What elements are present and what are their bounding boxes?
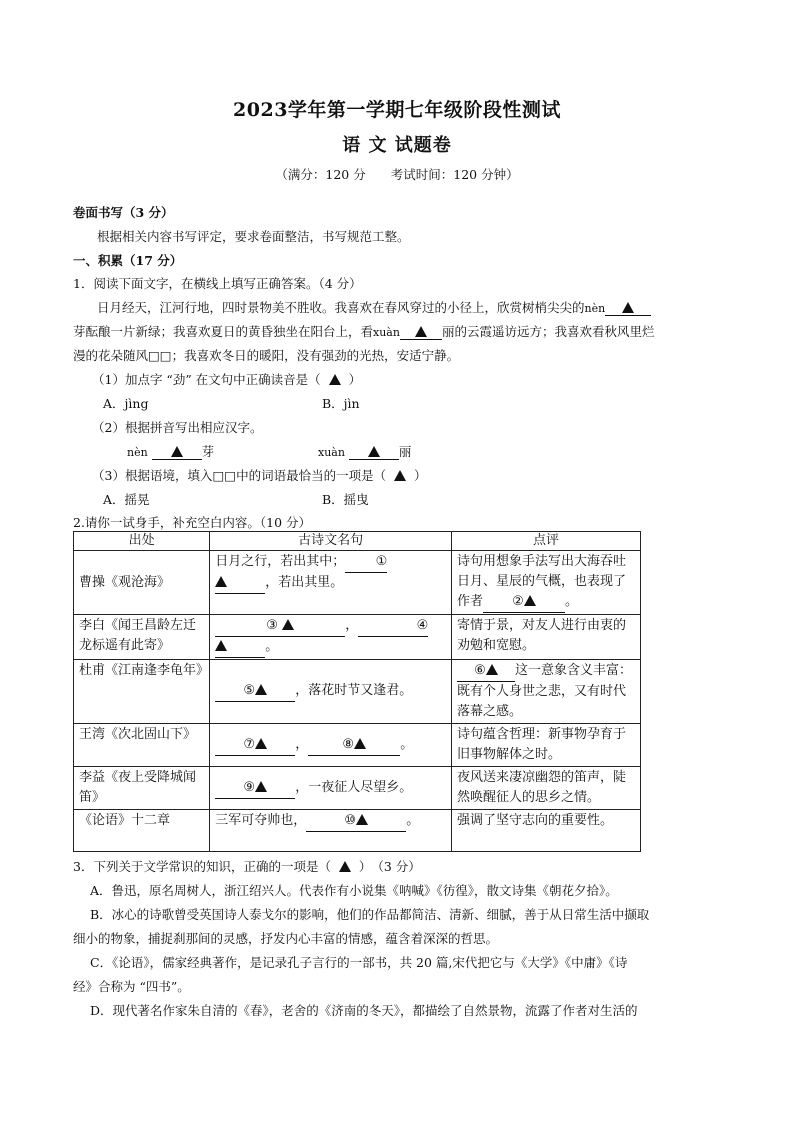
answer-blank-5[interactable] (215, 681, 295, 702)
blank-number: ⑧ (342, 736, 355, 752)
triangle-icon (368, 446, 380, 457)
row-poem (210, 660, 452, 724)
q1-sub1-option-b[interactable]: B．jìn (322, 396, 360, 411)
answer-blank-7[interactable] (215, 735, 295, 756)
section1-heading: 一、积累（17 分） (73, 253, 183, 268)
poem-punct: 。 (400, 736, 414, 752)
answer-blank[interactable] (349, 444, 399, 460)
q1-sub2-item2 (318, 442, 411, 460)
pinyin-xuan: xuàn (318, 446, 345, 459)
triangle-icon (215, 576, 227, 587)
row-comment: 夜风送来凄凉幽怨的笛声，陡然唤醒征人的思乡之情。 (451, 767, 640, 810)
pinyin-nen: nèn (584, 302, 606, 315)
q3-option-b-cont: 细小的物象，捕捉刹那间的灵感，抒发内心丰富的情感，蕴含着深深的哲思。 (73, 931, 499, 946)
poem-punct: ， (295, 736, 309, 752)
answer-blank[interactable] (400, 324, 442, 340)
q3-option-d[interactable]: D．现代著名作家朱自清的《春》，老舍的《济南的冬天》，都描绘了自然景物，流露了作者对生活的 (90, 1003, 638, 1018)
table-row (74, 767, 641, 810)
row-comment: 强调了坚守志向的重要性。 (451, 810, 640, 852)
triangle-icon (524, 595, 536, 606)
row-poem (210, 551, 452, 615)
triangle-icon (394, 470, 406, 481)
char-ya: 芽 (201, 444, 215, 459)
row-comment (451, 551, 640, 615)
q2-stem: 2.请你一试身手，补充空白内容。（10 分） (73, 515, 312, 530)
q1-passage-text: 丽的云霞遥访远方；我喜欢看秋风里烂 (441, 324, 655, 339)
q1-sub3-option-a[interactable]: A．摇晃 (103, 492, 150, 507)
q1-sub2-item1 (127, 442, 214, 460)
row-comment (451, 660, 640, 724)
q1-passage-line3: 漫的花朵随风□□；我喜欢冬日的暖阳，没有强劲的光热，安适宁静。 (73, 348, 460, 363)
exam-meta: （满分：120 分 考试时间：120 分钟） (275, 167, 519, 182)
row-poem (210, 810, 452, 852)
exam-title: 2023学年第一学期七年级阶段性测试 (233, 99, 561, 121)
handwriting-body: 根据相关内容书写评定，要求卷面整洁，书写规范工整。 (97, 229, 410, 244)
q1-sub1-option-a[interactable]: A．jìng (103, 396, 149, 411)
poem-table (73, 531, 641, 852)
char-li: 丽 (398, 444, 412, 459)
poem-punct: 。 (265, 639, 279, 654)
header-poem: 古诗文名句 (210, 532, 452, 551)
q1-sub2-label: （2）根据拼音写出相应汉字。 (92, 420, 263, 435)
answer-blank-1[interactable] (345, 552, 387, 573)
answer-blank-2[interactable] (483, 592, 565, 613)
blank-number: ⑥ (474, 663, 486, 678)
q3-stem-text: 3．下列关于文学常识的知识，正确的一项是（ (73, 859, 331, 874)
table-row (74, 551, 641, 615)
triangle-icon (354, 738, 366, 749)
row-poem (210, 724, 452, 767)
triangle-icon (622, 302, 634, 313)
pinyin-xuan: xuàn (373, 326, 400, 339)
triangle-icon (339, 861, 351, 872)
poem-text: ，落花时节又逢君。 (295, 683, 413, 698)
blank-number: ② (512, 594, 524, 609)
blank-number: ⑩ (344, 813, 357, 828)
comment-text: 诗句用想象手法写出大海吞吐日月、星辰的气概，也表现了作者 (456, 554, 626, 609)
table-row (74, 660, 641, 724)
triangle-icon (255, 738, 267, 749)
row-source: 李白《闻王昌龄左迁龙标遥有此寄》 (74, 615, 210, 660)
poem-text: 日月之行，若出其中； (215, 554, 346, 569)
triangle-icon (329, 374, 341, 385)
answer-blank-6[interactable] (457, 661, 515, 682)
q3-option-c-cont: 经》合称为 “四书”。 (73, 979, 190, 994)
comment-text: 这一意象含义丰富：既有个人身世之悲，又有时代落幕之感。 (456, 663, 632, 719)
answer-blank-4-cont[interactable] (215, 637, 265, 658)
poem-text: ，若出其里。 (265, 575, 344, 590)
triangle-icon (282, 619, 294, 630)
q1-sub3-option-b[interactable]: B．摇曳 (322, 492, 369, 507)
paren-close: ） (348, 372, 362, 387)
blank-number: ③ (266, 618, 278, 633)
q3-option-a[interactable]: A．鲁迅，原名周树人，浙江绍兴人。代表作有小说集《呐喊》《彷徨》，散文诗集《朝花夕拾》。 (90, 883, 618, 898)
answer-blank-9[interactable] (215, 778, 295, 799)
q1-sub1 (92, 370, 361, 388)
table-header-row (74, 532, 641, 551)
header-source: 出处 (74, 532, 210, 551)
table-row (74, 810, 641, 852)
header-comment: 点评 (451, 532, 640, 551)
triangle-icon (215, 640, 227, 651)
triangle-icon (486, 664, 498, 675)
poem-punct: 。 (406, 813, 420, 828)
answer-blank-3[interactable] (215, 616, 345, 637)
q3-option-c[interactable]: C．《论语》，儒家经典著作，是记录孔子言行的一部书，共 20 篇,宋代把它与《大学》《中庸》《诗 (90, 955, 628, 970)
blank-number: ⑦ (243, 736, 256, 752)
handwriting-heading: 卷面书写（3 分） (73, 205, 174, 220)
triangle-icon (255, 684, 267, 695)
triangle-icon (255, 781, 267, 792)
row-comment: 寄情于景，对友人进行由衷的劝勉和宽慰。 (451, 615, 640, 660)
answer-blank-4[interactable] (358, 616, 428, 637)
paren-close: ） (413, 468, 427, 483)
row-source: 杜甫《江南逢李龟年》 (74, 660, 210, 724)
triangle-icon (171, 446, 183, 457)
poem-punct: ， (345, 618, 359, 633)
q1-sub3-label: （3）根据语境，填入□□中的词语最恰当的一项是（ (92, 468, 387, 483)
exam-subtitle: 语 文 试题卷 (342, 135, 452, 156)
row-source: 《论语》十二章 (74, 810, 210, 852)
row-source: 李益《夜上受降城闻笛》 (74, 767, 210, 810)
q3-stem-end: ） （3 分） (358, 859, 421, 874)
row-comment: 诗句蕴含哲理：新事物孕育于旧事物解体之时。 (451, 724, 640, 767)
answer-blank-8[interactable] (308, 735, 400, 756)
blank-number: ⑨ (243, 779, 256, 795)
q1-passage-text: 日月经天，江河行地，四时景物美不胜收。我喜欢在春风穿过的小径上，欣赏树梢尖尖的 (97, 300, 585, 315)
q3-stem (73, 857, 421, 875)
pinyin-nen: nèn (127, 446, 148, 459)
q1-sub3 (92, 466, 427, 484)
triangle-icon (356, 814, 368, 825)
poem-text: 三军可夺帅也， (215, 813, 307, 828)
row-source: 曹操《观沧海》 (74, 551, 210, 615)
row-poem (210, 615, 452, 660)
row-poem (210, 767, 452, 810)
blank-number: ⑤ (243, 683, 256, 698)
blank-number: ④ (416, 618, 429, 633)
q1-passage-line2 (73, 322, 654, 340)
q3-option-b[interactable]: B．冰心的诗歌曾受英国诗人泰戈尔的影响，他们的作品都简洁、清新、细腻，善于从日常生活中撷取 (90, 907, 650, 922)
blank-number: ① (375, 554, 388, 569)
q1-passage-text: 芽酝酿一片新绿；我喜欢夏日的黄昏独坐在阳台上，看 (73, 324, 374, 339)
q1-sub1-label: （1）加点字 “劲” 在文句中正确读音是（ (92, 372, 321, 387)
answer-blank-10[interactable] (306, 811, 406, 832)
table-row (74, 724, 641, 767)
q1-passage-line1 (97, 298, 651, 316)
answer-blank-1-cont[interactable] (215, 573, 265, 594)
triangle-icon (415, 326, 427, 337)
answer-blank[interactable] (605, 300, 651, 316)
q1-stem: 1．阅读下面文字，在横线上填写正确答案。（4 分） (73, 276, 362, 291)
answer-blank[interactable] (152, 444, 202, 460)
comment-text: 。 (565, 594, 579, 609)
table-row (74, 615, 641, 660)
poem-text: ，一夜征人尽望乡。 (295, 779, 413, 795)
row-source: 王湾《次北固山下》 (74, 724, 210, 767)
